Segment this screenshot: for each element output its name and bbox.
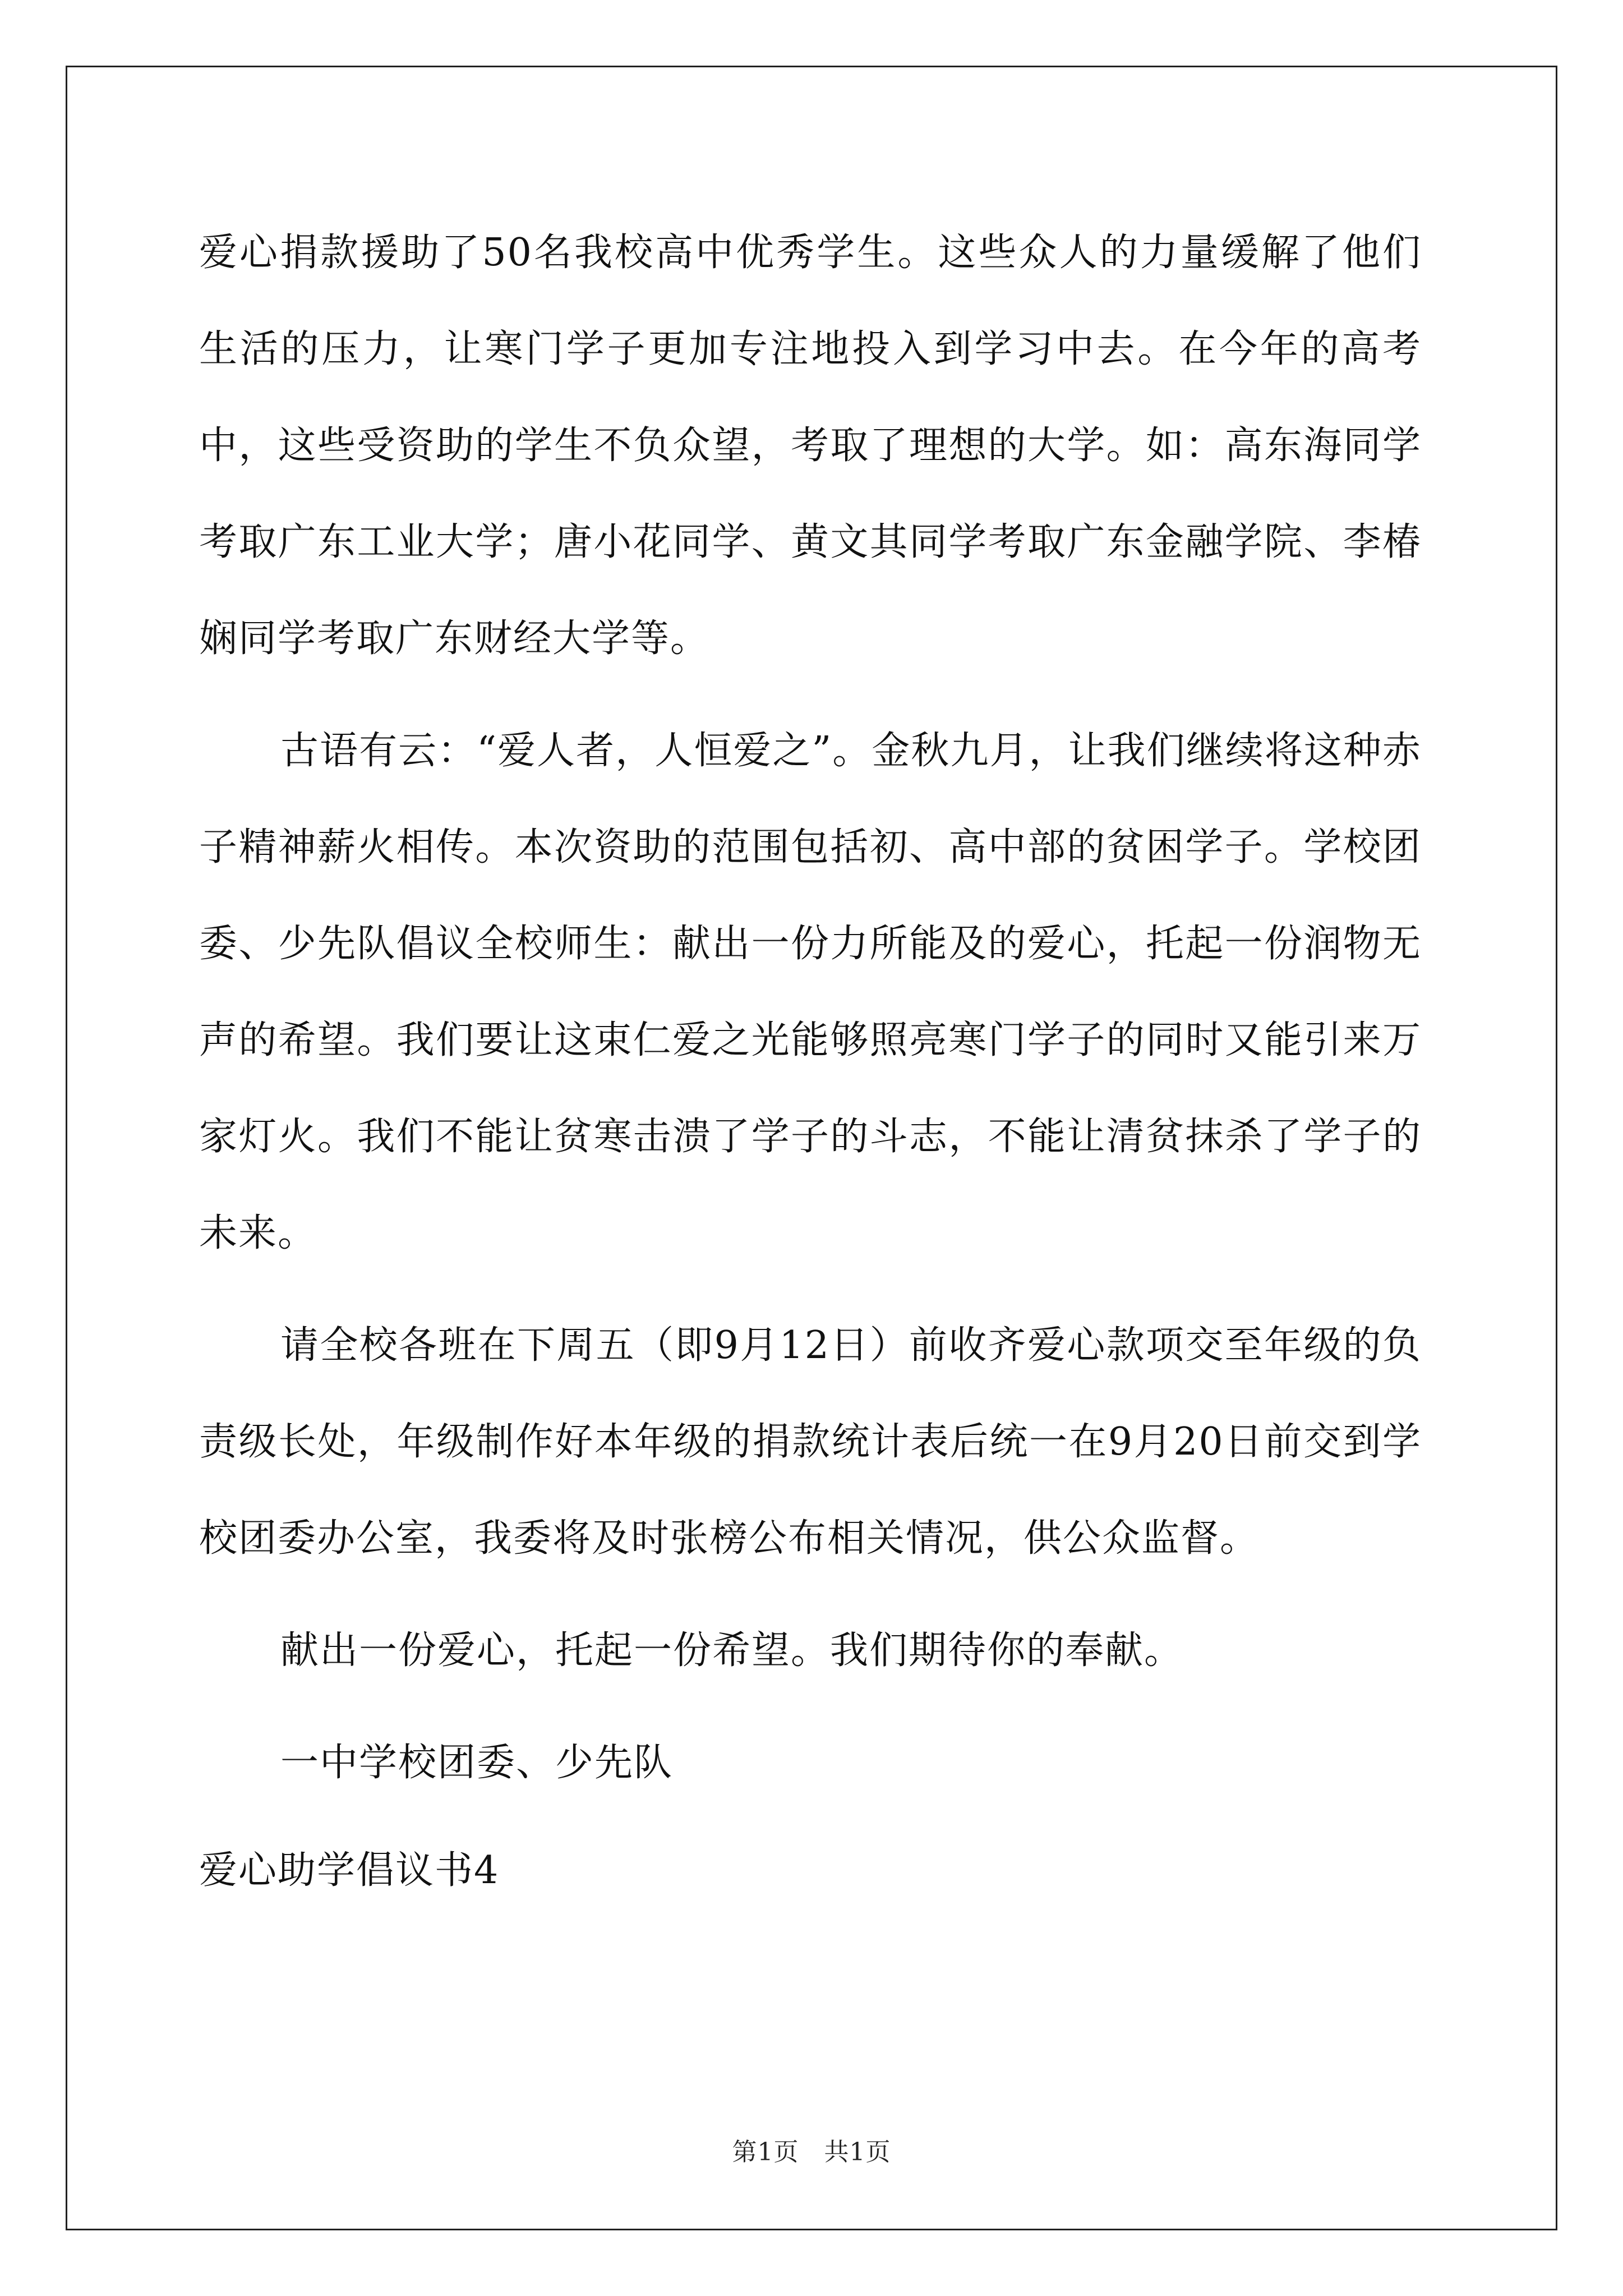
signature: 一中学校团委、少先队	[280, 1741, 674, 1785]
paragraph-closing: 献出一份爱心，托起一份希望。我们期待你的奉献。	[280, 1628, 1184, 1673]
paragraph-instructions: 请全校各班在下周五（即9月12日）前收齐爱心款项交至年级的负责级长处，年级制作好本年级的捐款统计表后统一在9月20日前交到学校团委办公室，我委将及时张榜公布相关情况，供公众监督。	[199, 1323, 1422, 1561]
document-body	[199, 205, 1422, 1919]
page-number-footer: 第1页 共1页	[732, 2138, 891, 2166]
paragraph-continuation: 爱心捐款援助了50名我校高中优秀学生。这些众人的力量缓解了他们生活的压力，让寒门学子更加专注地投入到学习中去。在今年的高考中，这些受资助的学生不负众望，考取了理想的大学。如：高东海同学考取广东工业大学；唐小花同学、黄文其同学考取广东金融学院、李椿娴同学考取广东财经大学等。	[199, 231, 1422, 661]
section-heading: 爱心助学倡议书4	[199, 1848, 500, 1893]
paragraph-proverb: 古语有云：“爱人者，人恒爱之”。金秋九月，让我们继续将这种赤子精神薪火相传。本次资助的范围包括初、高中部的贫困学子。学校团委、少先队倡议全校师生：献出一份力所能及的爱心，托起一份润物无声的希望。我们要让这束仁爱之光能够照亮寒门学子的同时又能引来万家灯火。我们不能让贫寒击溃了学子的斗志，不能让清贫抹杀了学子的未来。	[199, 729, 1422, 1255]
